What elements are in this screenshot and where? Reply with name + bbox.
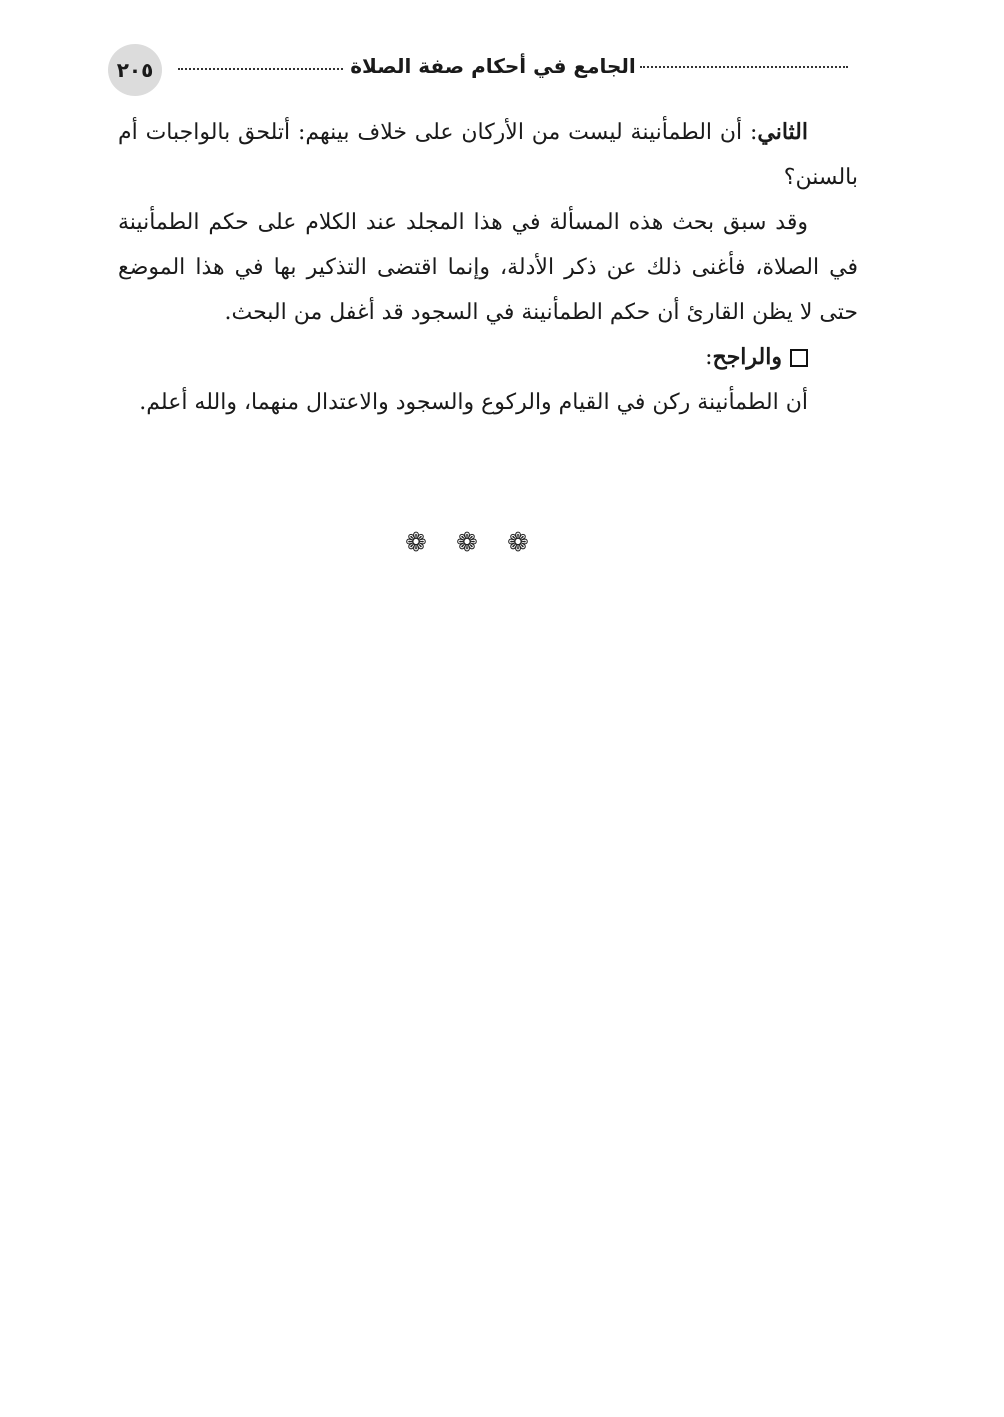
flower-ornament-icon: ❁ [456, 528, 478, 558]
paragraph-previous-discussion: وقد سبق بحث هذه المسألة في هذا المجلد عند الكلام على حكم الطمأنينة في الصلاة، فأغنى ذلك عن ذكر الأدلة، وإنما اقتضى التذكير بها في هذا الموضع حتى لا يظن القارئ أن حكم الطمأنينة في السجود قد أغفل من البحث. [118, 210, 858, 325]
header-dotted-rule-right [640, 66, 848, 68]
paragraph-second-opinion [118, 110, 858, 200]
flower-ornament-icon: ❁ [507, 528, 529, 558]
square-bullet-icon [790, 349, 808, 367]
term-second: الثاني [757, 119, 808, 145]
preferred-opinion-heading [118, 335, 858, 380]
flower-ornament-icon: ❁ [405, 528, 427, 558]
heading-colon: : [705, 345, 713, 370]
page-number-badge: ٢٠٥ [108, 44, 162, 96]
heading-label: والراجح [712, 344, 782, 370]
main-text [118, 110, 858, 425]
running-title: الجامع في أحكام صفة الصلاة [350, 54, 636, 78]
header-dotted-rule-left [178, 68, 343, 70]
paragraph-second-opinion-text: : أن الطمأنينة ليست من الأركان على خلاف بينهم: أتلحق بالواجبات أم بالسنن؟ [118, 120, 858, 190]
paragraph-conclusion: أن الطمأنينة ركن في القيام والركوع والسجود والاعتدال منهما، والله أعلم. [139, 390, 808, 415]
section-end-ornaments [402, 528, 532, 558]
page-header [108, 44, 848, 96]
